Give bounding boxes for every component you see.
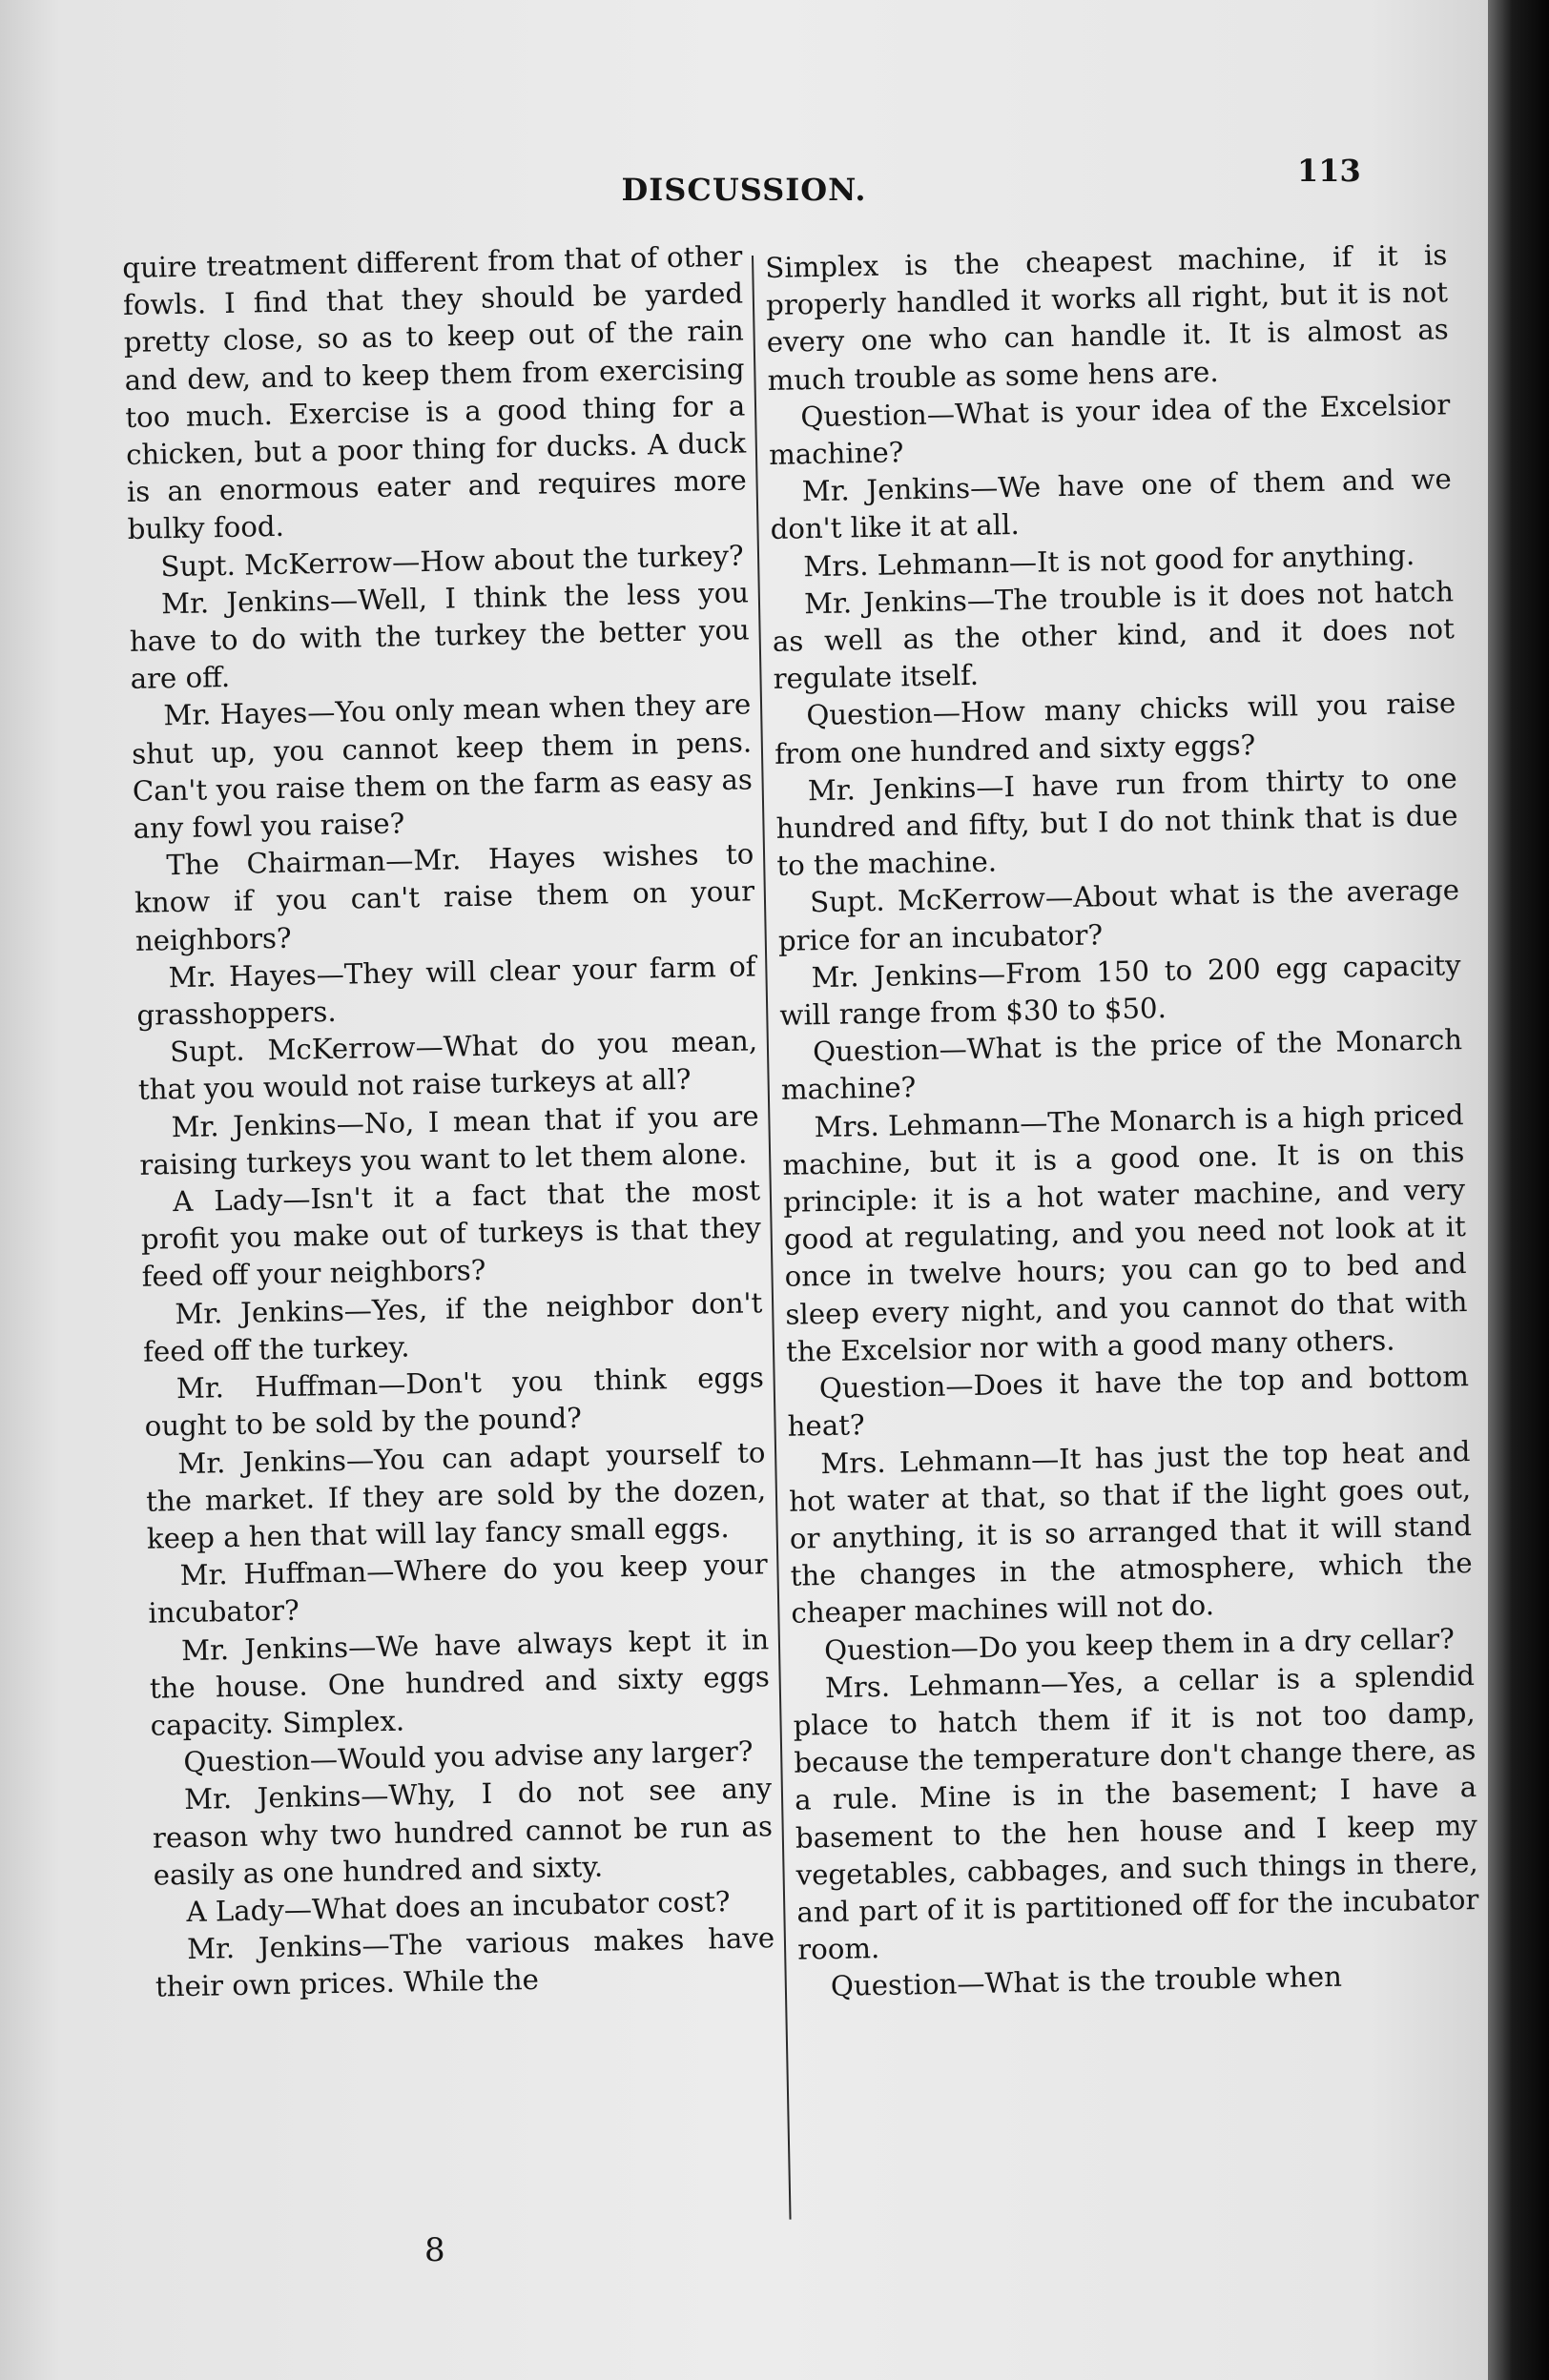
paragraph: Mr. Huffman—Don't you think eggs ought to be sold by the pound? (144, 1361, 765, 1444)
paragraph: Question—What is the trouble when (830, 1960, 1343, 2003)
paragraph: Mrs. Lehmann—The Monarch is a high priced machine, but it is a good one. It is on this principle: it is a hot water machine, and very good at regulating, and you need not look at it once in twelve hours; you can go to bed and sleep every night, and you cannot do that with the Excelsior nor with a good many others. (782, 1098, 1468, 1368)
paragraph: Mr. Huffman—Where do you keep your incubator? (148, 1548, 768, 1631)
paragraph: Mr. Jenkins—You can adapt yourself to the market. If they are sold by the dozen, keep a hen that will lay fancy small eggs. (145, 1435, 767, 1555)
paragraph: Mr. Jenkins—No, I mean that if you are raising turkeys you want to let them alone. (139, 1099, 759, 1181)
paragraph: Mr. Hayes—You only mean when they are shut up, you cannot keep them in pens. Can't you raise them on the farm as easy as any fowl you raise? (131, 687, 754, 845)
running-title: DISCUSSION. (621, 172, 867, 208)
paragraph: Mr. Hayes—They will clear your farm of grasshoppers. (136, 950, 756, 1032)
paragraph: Supt. McKerrow—How about the turkey? (160, 539, 744, 583)
paragraph: Mr. Jenkins—We have always kept it in the house. One hundred and sixty eggs capacity. Simplex. (149, 1622, 771, 1742)
paragraph: Mr. Jenkins—From 150 to 200 egg capacity will range from $30 to $50. (779, 948, 1461, 1032)
right-column (765, 236, 1480, 2006)
paragraph: Mr. Jenkins—Why, I do not see any reason why two hundred cannot be run as easily as one hundred and sixty. (152, 1772, 774, 1892)
paragraph: Supt. McKerrow—About what is the average price for an incubator? (777, 873, 1460, 957)
paragraph: Mr. Jenkins—The trouble is it does not hatch as well as the other kind, and it does not regulate itself. (772, 575, 1456, 696)
paragraph: Mrs. Lehmann—It is not good for anything. (803, 538, 1415, 583)
page-edge-shadow (1488, 0, 1549, 2380)
paragraph: Mr. Jenkins—We have one of them and we don't like it at all. (770, 462, 1453, 546)
paragraph: Mr. Jenkins—Well, I think the less you have to do with the turkey the better you are off. (129, 576, 751, 696)
paragraph: Supt. McKerrow—What do you mean, that you would not raise turkeys at all? (137, 1024, 758, 1107)
paragraph: A Lady—What does an incubator cost? (186, 1885, 731, 1928)
paragraph: Mr. Jenkins—The various makes have their own prices. While the (155, 1921, 775, 2004)
paragraph: Mr. Jenkins—I have run from thirty to one hundred and fifty, but I do not think that is due to the machine. (775, 762, 1458, 883)
paragraph: Simplex is the cheapest machine, if it is properly handled it works all right, but it is not every one who can handle it. It is almost as much trouble as some hens are. (765, 238, 1450, 397)
paragraph: Mr. Jenkins—Yes, if the neighbor don't feed off the turkey. (142, 1286, 763, 1368)
paragraph: Question—What is your idea of the Excelsior machine? (768, 388, 1451, 471)
signature-mark: 8 (424, 2231, 445, 2269)
paragraph: A Lady—Isn't it a fact that the most profit you make out of turkeys is that they feed off your neighbors? (140, 1174, 762, 1294)
paragraph: Mrs. Lehmann—Yes, a cellar is a splendid place to hatch them if it is not too damp, because the temperature don't change there, as a rule. Mine is in the basement; I have a basement to the hen house and I keep my vegetables, cabbages, and such things in there, and part of it is partitioned off for the incubator room. (793, 1658, 1479, 1966)
paragraph: The Chairman—Mr. Hayes wishes to know if you can't raise them on your neighbors? (134, 837, 755, 957)
paragraph: Question—Would you advise any larger? (183, 1734, 754, 1779)
paragraph: Question—How many chicks will you raise from one hundred and sixty eggs? (774, 687, 1456, 770)
paragraph: Question—Do you keep them in a dry cellar? (823, 1621, 1456, 1667)
paragraph: Question—Does it have the top and bottom heat? (787, 1360, 1470, 1444)
page-number: 113 (1297, 153, 1361, 189)
paragraph: Question—What is the price of the Monarch machine? (780, 1023, 1463, 1107)
left-column (122, 238, 775, 2007)
paragraph: Mrs. Lehmann—It has just the top heat and hot water at that, so that if the light goes out, or anything, it is so arranged that it will stand the changes in the atmosphere, which the cheaper machines will not do. (788, 1434, 1473, 1631)
paragraph: quire treatment different from that of other fowls. I find that they should be yarded pretty close, so as to keep out of the rain and dew, and to keep them from exercising too much. Exercise is a good thing for a chicken, but a poor thing for ducks. A duck is an enormous eater and requires more bulky food. (122, 239, 748, 546)
